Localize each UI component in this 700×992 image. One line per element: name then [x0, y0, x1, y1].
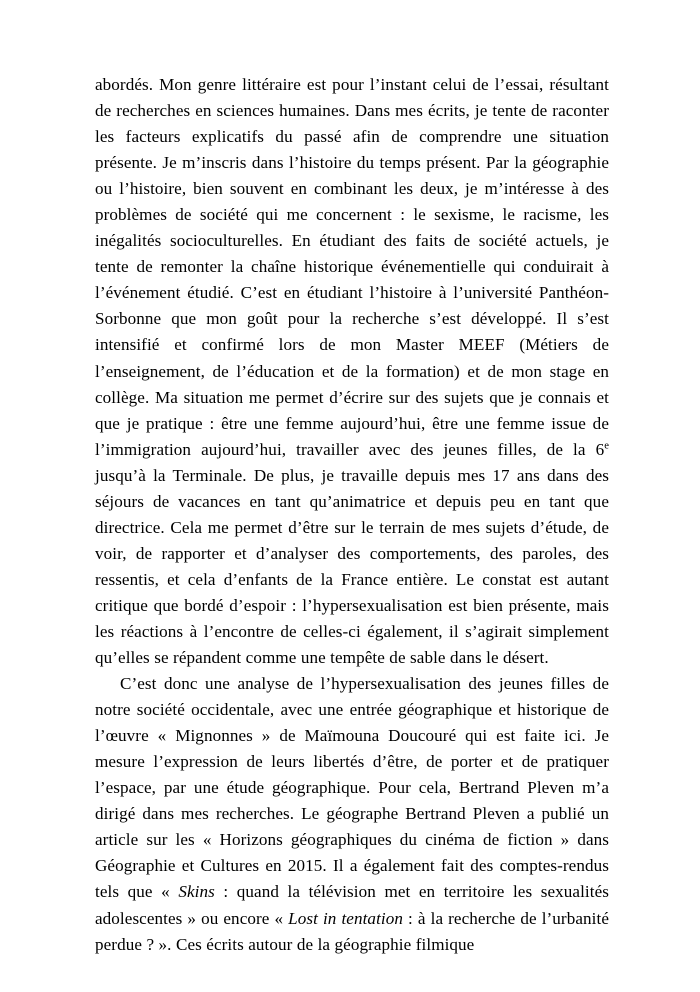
ordinal-superscript: e: [604, 439, 609, 451]
text-run: jusqu’à la Terminale. De plus, je travaille depuis mes 17 ans dans des séjours de vacances en tant qu’animatrice et depuis peu en tant que directrice. Cela me permet d’être sur le terrain de mes sujets d’étude, de voir, de rapporter et d’analyser des comportements, des paroles, des ressentis, et cela d’enfants de la France entière. Le constat est autant critique que bordé d’espoir : l’hypersexualisation est bien présente, mais les réactions à l’encontre de celles-ci également, il s’agirait simplement qu’elles se répandent comme une tempête de sable dans le désert.: [95, 465, 609, 668]
text-run: : à la recherche de l’urbanité perdue ? ». Ces écrits autour de la géographie filmique: [95, 908, 609, 954]
italic-title: Lost in tentation: [288, 908, 404, 928]
text-run: : quand la télévision met en territoire les sexualités adolescentes » ou encore «: [95, 882, 609, 928]
paragraph-2: [95, 671, 609, 958]
text-run: C’est donc une analyse de l’hypersexualisation des jeunes filles de notre société occidentale, avec une entrée géographique et historique de l’œuvre « Mignonnes » de Maïmouna Doucouré qui est faite ici. Je mesure l’expression de leurs libertés d’être, de porter et de pratiquer l’espace, par une étude géographique. Pour cela, Bertrand Pleven m’a dirigé dans mes recherches. Le géographe Bertrand Pleven a publié un article sur les « Horizons géographiques du cinéma de fiction » dans Géographie et Cultures en 2015. Il a également fait des comptes-rendus tels que «: [95, 674, 609, 902]
italic-title: Skins: [178, 882, 215, 902]
paragraph-1: [95, 72, 609, 671]
text-run: abordés. Mon genre littéraire est pour l’instant celui de l’essai, résultant de recherches en sciences humaines. Dans mes écrits, je tente de raconter les facteurs explicatifs du passé afin de comprendre une situation présente. Je m’inscris dans l’histoire du temps présent. Par la géographie ou l’histoire, bien souvent en combinant les deux, je m’intéresse à des problèmes de société qui me concernent : le sexisme, le racisme, les inégalités socioculturelles. En étudiant des faits de société actuels, je tente de remonter la chaîne historique événementielle qui conduirait à l’événement étudié. C’est en étudiant l’histoire à l’université Panthéon-Sorbonne que mon goût pour la recherche s’est développé. Il s’est intensifié et confirmé lors de mon Master MEEF (Métiers de l’enseignement, de l’éducation et de la formation) et de mon stage en collège. Ma situation me permet d’écrire sur des sujets que je connais et que je pratique : être une femme aujourd’hui, être une femme issue de l’immigration aujourd’hui, travailler avec des jeunes filles, de la 6: [95, 75, 609, 459]
body-text-block: [95, 72, 609, 958]
